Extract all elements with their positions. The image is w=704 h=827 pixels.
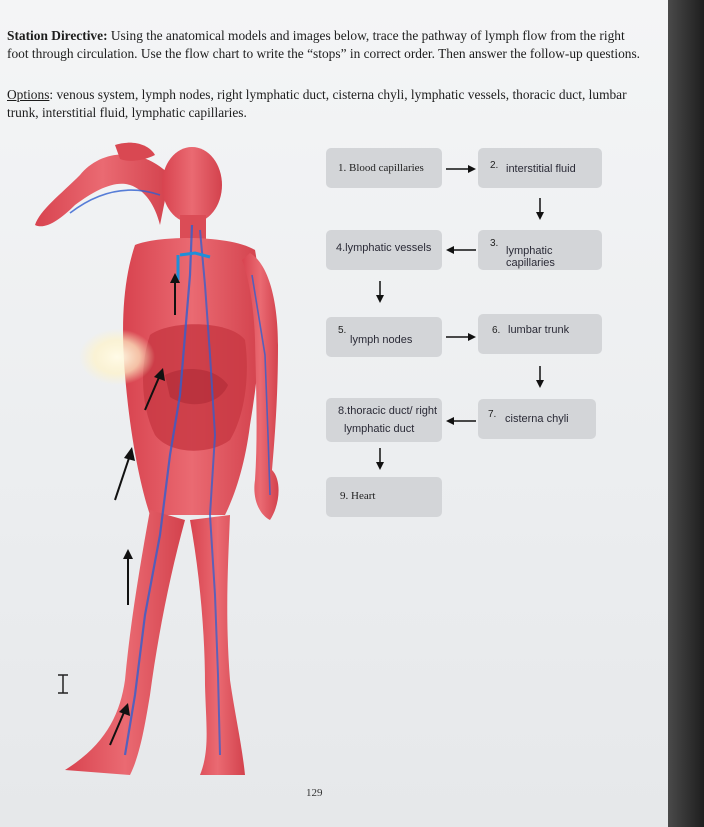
step-7-answer: cisterna chyli [505, 413, 569, 425]
arrow-down-4-to-5 [375, 281, 385, 303]
step-5-box[interactable] [326, 317, 442, 357]
arrow-down-2-to-3 [535, 198, 545, 220]
step-9-box [326, 477, 442, 517]
arrow-left-7-to-8 [446, 416, 476, 426]
options-label: Options [7, 87, 50, 102]
step-6-answer: lumbar trunk [508, 324, 570, 336]
step-7-box[interactable] [478, 399, 596, 439]
step-8-answer-line2: lymphatic duct [344, 423, 415, 435]
step-2-number: 2. [490, 160, 499, 171]
arrow-right-1-to-2 [446, 164, 476, 174]
step-4-answer: 4.lymphatic vessels [336, 242, 432, 254]
step-6-number: 6. [492, 325, 501, 336]
directive-label: Station Directive: [7, 28, 108, 43]
page-number: 129 [306, 787, 323, 799]
step-8-box[interactable] [326, 398, 442, 442]
arrow-right-5-to-6 [446, 332, 476, 342]
step-3-answer: lymphatic capillaries [506, 245, 555, 269]
step-5-answer: lymph nodes [350, 334, 413, 346]
arrow-down-6-to-7 [535, 366, 545, 388]
step-7-number: 7. [488, 409, 497, 420]
step-3-number: 3. [490, 238, 499, 249]
station-directive [7, 27, 647, 62]
step-4-box[interactable] [326, 230, 442, 270]
step-3-box[interactable] [478, 230, 602, 270]
step-8-answer-line1: 8.thoracic duct/ right [338, 405, 438, 417]
step-6-box[interactable] [478, 314, 602, 354]
directive-text: Using the anatomical models and images below, trace the pathway of lymph flow from the right foot through circulation. Use the flow chart to write the “stops” in correct order. Then answer the follow-up questions. [7, 28, 641, 61]
arrow-down-8-to-9 [375, 448, 385, 470]
dark-page-edge [668, 0, 704, 827]
step-1-label: 1. Blood capillaries [338, 162, 424, 174]
options-list [7, 86, 647, 121]
step-1-box [326, 148, 442, 188]
step-9-label: 9. Heart [340, 490, 376, 502]
step-2-answer: interstitial fluid [506, 163, 576, 175]
arrow-left-3-to-4 [446, 245, 476, 255]
step-5-number: 5. [338, 325, 347, 336]
step-2-box[interactable] [478, 148, 602, 188]
options-text: : venous system, lymph nodes, right lymphatic duct, cisterna chyli, lymphatic vessels, thoracic duct, lumbar trunk, interstitial fluid, lymphatic capillaries. [7, 87, 627, 120]
anatomical-body-illustration [20, 135, 290, 785]
